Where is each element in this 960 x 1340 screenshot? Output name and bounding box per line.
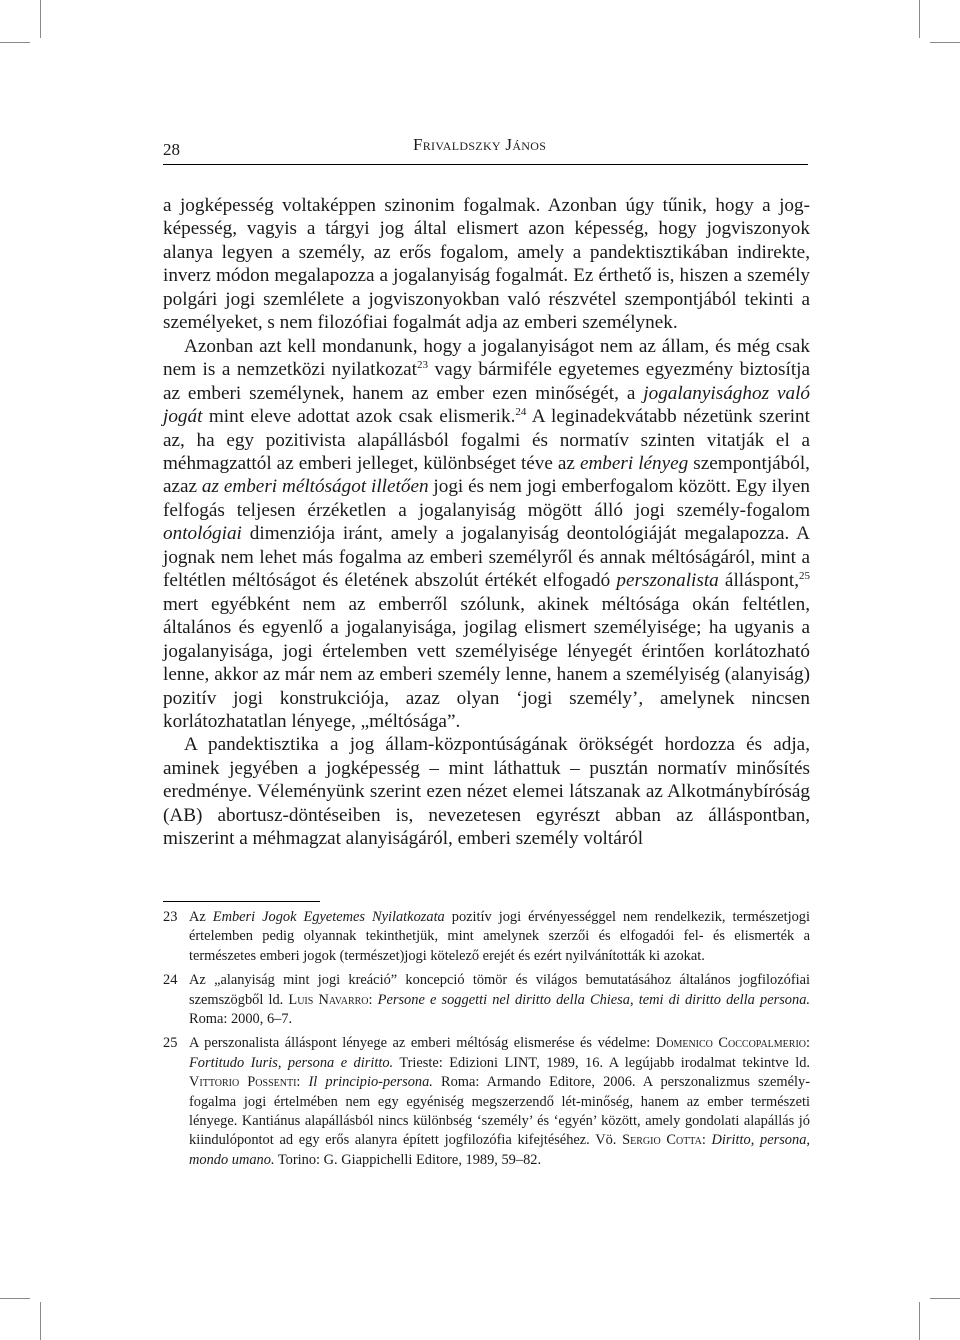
footnote-text: : (296, 1074, 309, 1091)
footnote-ref-25[interactable]: 25 (799, 570, 811, 583)
author-name: Domenico Coccopalmerio (655, 1035, 807, 1052)
italic-title: Persone e soggetti nel diritto della Chiesa, temi di diritto della persona. (377, 991, 810, 1008)
footnote-rule (163, 901, 320, 902)
footnote-text: Trieste: Edizioni LINT, 1989, 16. A legújabb irodalmat tekintve ld. (393, 1054, 810, 1071)
paragraph-2 (163, 335, 810, 734)
paragraph-2-text: mert egyébként nem az emberről szólunk, akinek méltósága okán feltétlen, általános és egyenlő a jogalanyisága, jogilag elismert személyisége; ha ugyanis a jogalanyisága, jogi értelemben vett személyisége lényegét érintően korlátozható lenne, akkor az már nem az emberi személy lenne, hanem a személyiség (alanyiság) pozitív jogi konstrukciója, azaz olyan ‘jogi személy’, amelynek nincsen korlátozhatatlan lényege, „méltósága”. (163, 593, 810, 732)
running-head-author: Frivaldszky János (413, 135, 547, 154)
paragraph-2-text: Azonban azt kell mondanunk, hogy a jogalanyiságot nem az állam, és még csak nem is a nemzetközi nyilatkozat (163, 335, 810, 381)
footnote-text: Roma: 2000, 6–7. (189, 1011, 293, 1028)
paragraph-2-text: jogi és nem jogi emberfogalom között. Egy ilyen felfogás teljesen érzéketlen a jogalanyiság mögött álló jogi személy-fogalom (163, 476, 810, 521)
paragraph-2-text: dimenziója iránt, amely a jogalanyiság deontológiáját megalapozza. A jognak nem lehet más fogalma az emberi személyről és annak méltóságáról, mint a feltétlen méltóságot és életének abszolút értékét elfogadó (163, 523, 810, 592)
paragraph-2-text: mint eleve adottat azok csak elismerik. (202, 406, 516, 428)
author-name: Vittorio Possenti (189, 1074, 297, 1091)
crop-mark-bottom-left-horizontal (0, 1298, 30, 1299)
footnote-text: : (368, 991, 378, 1008)
paragraph-3 (163, 733, 810, 850)
italic-phrase: az emberi méltóságot illetően (201, 476, 429, 498)
footnote-text: Az „alanyiság mint jogi kreáció” koncepció tömör és világos bemutatásához általános jogfilozófiai szemszögből ld. (189, 972, 810, 1008)
crop-mark-top-right-horizontal (930, 42, 960, 43)
italic-phrase: emberi lényeg (579, 452, 689, 474)
footnote-number: 24 (163, 972, 178, 989)
italic-title: Emberi Jogok Egyetemes Nyilatkozata (212, 909, 445, 925)
main-text (163, 194, 810, 851)
italic-title: Diritto, persona, mondo umano. (189, 1132, 810, 1168)
footnote-ref-24[interactable]: 24 (515, 406, 527, 419)
footnote-24 (163, 971, 810, 1029)
author-name: Sergio Cotta (622, 1132, 702, 1149)
italic-title: Il principio-persona. (308, 1074, 433, 1091)
footnote-text: : (806, 1035, 811, 1052)
italic-phrase: jogalanyisághoz való jogát (163, 382, 810, 428)
italic-title: persona e diritto. (287, 1054, 394, 1071)
header-rule (163, 164, 808, 165)
footnote-text: Roma: Armando Editore, 2006. A perszonalizmus személy-fogalma jogi értelmében nem egy egyéniség megszerzendő lét-minőség, hanem az ember természeti lényege. Kantiánus alapállásból nincs különbség ‘személy’ és ‘egyén’ között, amely gondolati alapállás jó kiindulópontot ad egy erős alanyra épített jogfilozófia kifejtéséhez. Vö. (189, 1074, 810, 1149)
paragraph-2-text: álláspont, (718, 570, 800, 592)
footnote-25 (163, 1034, 810, 1170)
footnote-ref-23[interactable]: 23 (417, 359, 429, 372)
paragraph-1-text: a jogképesség voltaképpen szinonim fogalmak. Azonban úgy tűnik, hogy a jogképesség, vagyis a tárgyi jog által elismert azon képesség, hogy jogviszonyok alanya legyen a személy, az erős fogalom, amely a pandektisztikában indirekte, inverz módon megalapozza a jogalanyiság fogalmát. Ez érthető is, hiszen a személy polgári jogi szemlélete a jogviszonyokban való részvétel szempontjából tekinti a személyeket, s nem filozófiai fogalmát adja az emberi személynek. (163, 195, 810, 334)
crop-mark-top-left-vertical (40, 0, 41, 38)
paragraph-2-text: A leginadekvátabb nézetünk szerint az, ha egy pozitivista alapállásból fogalmi és normatív szinten vitatják el a méhmagzattól az emberi jelleget, különbséget téve az (163, 406, 810, 474)
page-number: 28 (163, 140, 180, 159)
footnote-text: : (701, 1132, 712, 1149)
footnote-text: , (277, 1054, 288, 1071)
footnote-text: Az (189, 909, 213, 925)
italic-phrase: perszonalista (616, 570, 719, 592)
author-name: Luis Navarro (288, 991, 369, 1008)
crop-mark-top-left-horizontal (0, 42, 30, 43)
footnote-text: Torino: G. Giappichelli Editore, 1989, 59–82. (274, 1151, 542, 1168)
crop-mark-bottom-right-horizontal (930, 1298, 960, 1299)
footnote-text: A perszonalista álláspont lényege az emberi méltóság elismerése és védelme: (189, 1035, 656, 1052)
footnote-number: 25 (163, 1035, 178, 1052)
crop-mark-bottom-right-vertical (919, 1302, 920, 1340)
crop-mark-top-right-vertical (919, 0, 920, 38)
crop-mark-bottom-left-vertical (40, 1302, 41, 1340)
paragraph-3-text: A pandektisztika a jog állam-központúságának örökségét hordozza és adja, aminek jegyében a jogképesség – mint láthattuk – pusztán normatív minősítés eredménye. Véleményünk szerint ezen nézet elemei látszanak az Alkotmánybíróság (AB) abortusz-döntéseiben is, nevezetesen egyrészt abban az álláspontban, miszerint a méhmagzat alanyiságáról, emberi személy voltáról (163, 734, 810, 850)
paragraph-2-text: szempontjából, azaz (163, 452, 810, 498)
footnotes (163, 908, 810, 1175)
footnote-text: pozitív jogi érvényességgel nem rendelkezik, természetjogi értelemben pedig olyannak tekinthetjük, mint amelynek szerzői és elfogadói fel- és elismerték a természetes emberi jogok (természet)jogi kötelező erejét és ezért nyilvánították ki azokat. (189, 909, 810, 964)
paragraph-1 (163, 194, 810, 335)
paragraph-2-text: vagy bármiféle egyetemes egyezmény biztosítja az emberi személynek, hanem az ember ezen minőségét, a (163, 359, 811, 404)
italic-phrase: ontológiai (163, 523, 242, 545)
footnote-23 (163, 908, 810, 966)
footnote-number: 23 (163, 909, 178, 925)
italic-title: Fortitudo Iuris (189, 1054, 278, 1071)
